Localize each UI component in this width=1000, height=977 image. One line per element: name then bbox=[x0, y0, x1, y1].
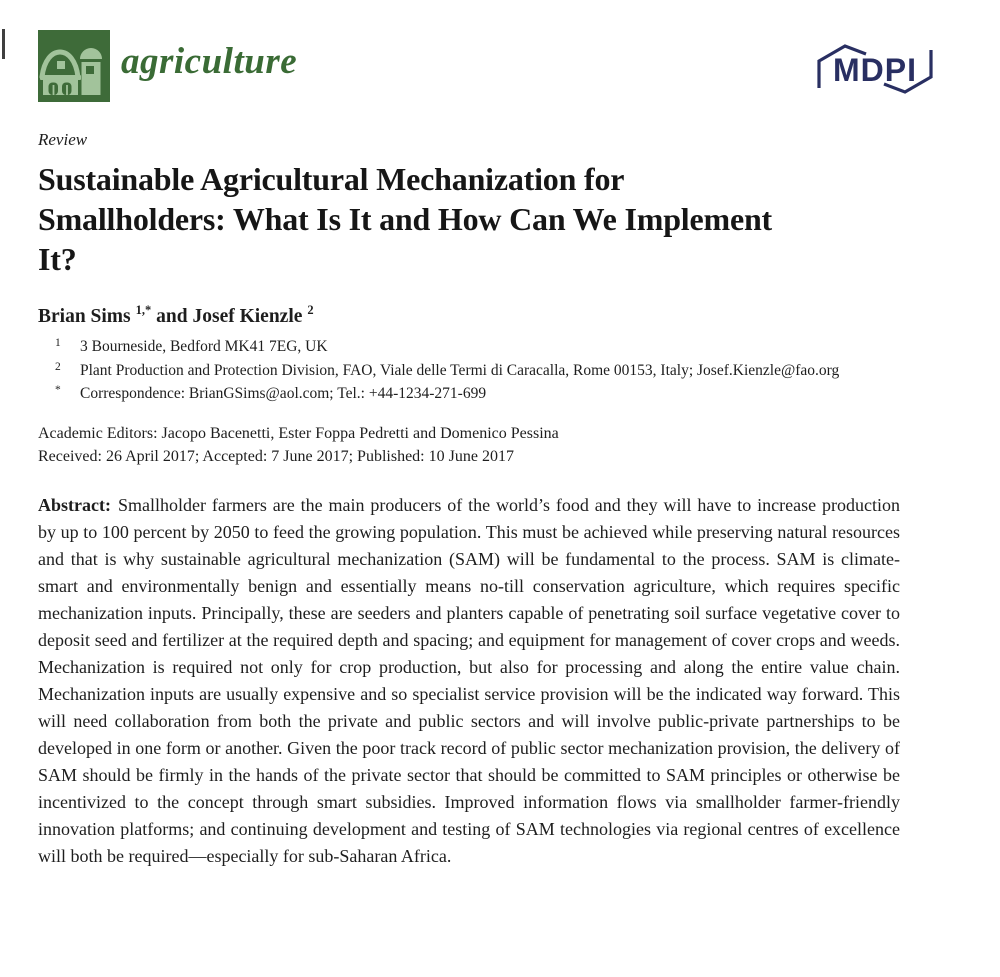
editorial-meta bbox=[38, 422, 900, 468]
mdpi-wordmark: MDPI bbox=[833, 51, 917, 88]
affiliation-list bbox=[38, 335, 900, 406]
mdpi-hexagon-icon bbox=[800, 36, 950, 102]
barn-and-silo-icon bbox=[38, 30, 110, 102]
author-sup-1: 1,* bbox=[135, 302, 152, 317]
academic-editors-line: Academic Editors: Jacopo Bacenetti, Ester Foppa Pedretti and Domenico Pessina bbox=[38, 424, 559, 442]
abstract-text: Smallholder farmers are the main producers of the world’s food and they will have to increase production by up to 100 percent by 2050 to feed the growing population. This must be achieved while preserving natural resources and that is why sustainable agricultural mechanization (SAM) will be fundamental to the process. SAM is climate-smart and environmentally benign and essentially means no-till conservation agriculture, which requires specific mechanization inputs. Principally, these are seeders and planters capable of penetrating soil surface vegetative cover to deposit seed and fertilizer at the required depth and spacing; and equipment for management of cover crops and weeds. Mechanization is required not only for crop production, but also for processing and along the entire value chain. Mechanization inputs are usually expensive and so specialist service provision will be the indicated way forward. This will need collaboration from both the private and public sectors and will involve public-private partnerships to be developed in one form or another. Given the poor track record of public sector mechanization provision, the delivery of SAM should be firmly in the hands of the private sector that should be committed to SAM principles or otherwise be incentivized to the concept through smart subsidies. Improved information flows via smallholder farmer-friendly innovation platforms; and continuing development and testing of SAM technologies via regional centres of excellence will both be required—especially for sub-Saharan Africa. bbox=[38, 494, 900, 866]
authors-joiner: and bbox=[156, 306, 188, 327]
affiliation-marker: * bbox=[55, 384, 61, 396]
screen-edge-artifact bbox=[2, 29, 5, 59]
abstract-label: Abstract: bbox=[38, 494, 111, 515]
affiliation-text: Plant Production and Protection Division, FAO, Viale delle Termi di Caracalla, Rome 00153, Italy; Josef.Kienzle@fao.org bbox=[80, 361, 840, 379]
journal-wordmark: agriculture bbox=[121, 41, 298, 82]
affiliation-marker: 2 bbox=[55, 360, 61, 373]
author-name-1: Brian Sims bbox=[38, 306, 131, 327]
article-front-matter bbox=[38, 129, 900, 870]
affiliation-item-correspondence bbox=[38, 382, 900, 406]
dates-line: Received: 26 April 2017; Accepted: 7 June 2017; Published: 10 June 2017 bbox=[38, 447, 514, 465]
authors-line bbox=[38, 302, 900, 329]
correspondence-text: Correspondence: BrianGSims@aol.com; Tel.: +44-1234-271-699 bbox=[80, 385, 487, 402]
abstract-paragraph bbox=[38, 492, 900, 870]
author-sup-2: 2 bbox=[307, 302, 314, 317]
agriculture-journal-logo bbox=[38, 30, 110, 102]
article-type-label: Review bbox=[38, 130, 88, 149]
affiliation-item-1 bbox=[38, 335, 900, 359]
affiliation-item-2 bbox=[38, 359, 900, 383]
journal-header bbox=[38, 29, 950, 102]
article-title: Sustainable Agricultural Mechanization for Smallholders: What Is It and How Can We Implement It? bbox=[38, 161, 772, 277]
mdpi-logo bbox=[800, 36, 950, 102]
affiliation-marker: 1 bbox=[55, 337, 61, 349]
affiliation-text: 3 Bourneside, Bedford MK41 7EG, UK bbox=[80, 338, 328, 355]
author-name-2: Josef Kienzle bbox=[192, 306, 303, 327]
